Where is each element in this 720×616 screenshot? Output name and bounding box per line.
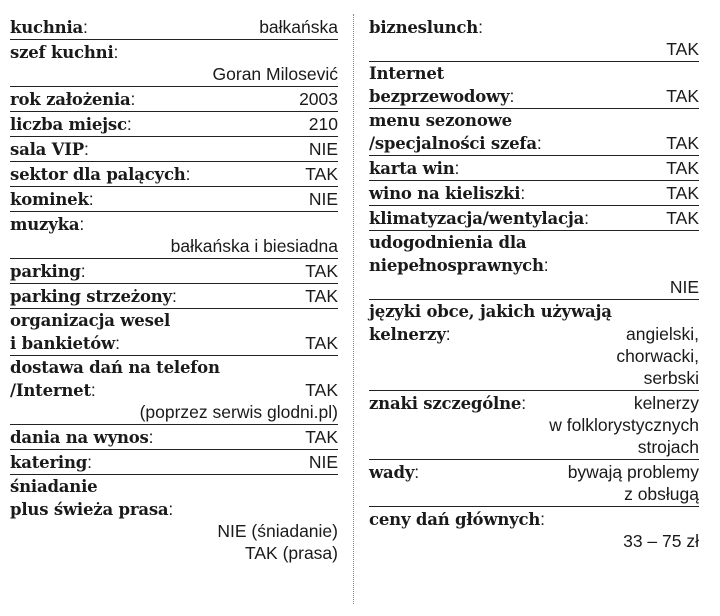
entry-main-line [10,332,338,354]
entry-value: TAK [305,333,338,353]
colon: : [543,255,549,275]
entry-key-text: bezprzewodowy [369,87,510,106]
entry-key [369,157,459,180]
entry-key-line: menu sezonowe [369,111,512,130]
entry-value: TAK [666,133,699,153]
entry-key [10,188,93,211]
entry-value-line: NIE (śniadanie) [217,521,338,541]
colon: : [520,183,526,203]
entry-value: TAK [666,208,699,228]
entry-key-text: parking [10,262,81,281]
colon: : [115,333,120,353]
entry-value: TAK [666,86,699,106]
entry-value-line: (poprzez serwis glodni.pl) [139,402,338,422]
colon: : [509,86,515,106]
entry-kelnerzy [369,301,699,391]
entry-muzyka [10,213,338,259]
entry-main-line [369,16,699,38]
entry-key [10,332,120,355]
entry-kominek [10,188,338,212]
entry-i-bankietow [10,310,338,356]
entry-value: 210 [308,114,338,134]
entry-key-text: bizneslunch [369,18,479,37]
entry-value-line: chorwacki, [616,346,699,366]
entry-key-text: kominek [10,190,89,209]
entry-bezprzewodowy [369,63,699,109]
entry-key [10,426,153,449]
entry-specjalnosci-szefa [369,110,699,156]
entry-key [369,392,526,415]
entry-parking [10,260,338,284]
entry-key-line: organizacja wesel [10,311,171,330]
entry-main-line [10,213,338,235]
entry-key-text: szef kuchni [10,43,114,62]
colon: : [90,380,96,400]
entry-key [10,163,190,186]
colon: : [84,139,89,159]
entry-key [10,379,96,402]
colon: : [521,393,526,413]
entry-key-line: Internet [369,64,445,83]
colon: : [113,42,119,62]
entry-key-line: śniadanie [10,477,98,496]
entry-value-line: strojach [637,437,699,457]
colon: : [88,189,94,209]
entry-value: TAK [666,158,699,178]
entry-key [10,451,92,474]
entry-main-line [10,260,338,282]
entry-key [369,508,545,531]
entry-kuchnia [10,16,338,40]
entry-value-line: NIE [669,277,699,297]
right-column [369,16,699,554]
column-divider [353,14,354,604]
entry-key-text: kelnerzy [369,325,446,344]
entry-key-text: sala VIP [10,140,85,159]
entry-value: TAK [305,380,338,400]
colon: : [478,17,483,37]
entry-key [10,285,177,308]
entry-key [369,85,514,108]
entry-value: 2003 [299,89,338,109]
entry-value: TAK [305,427,338,447]
entry-wady [369,461,699,507]
entry-main-line [10,426,338,448]
entry-value-line: Goran Milosević [212,64,338,84]
entry-main-line [10,41,338,63]
colon: : [83,17,88,37]
colon: : [454,158,460,178]
entry-key-text: wady [369,463,415,482]
entry-main-line [369,508,699,530]
entry-klimatyzacja-wentylacja [369,207,699,231]
entry-key-line: dostawa dań na telefon [10,358,220,377]
colon: : [445,324,451,344]
entry-key-text: liczba miejsc [10,115,127,134]
entry-key-text: klimatyzacja/wentylacja [369,209,585,228]
entry-key [369,182,525,205]
entry-key [369,207,589,230]
entry-value-line: TAK [666,39,699,59]
entry-value: TAK [666,183,699,203]
entry-plus-swieza-prasa [10,476,338,565]
entry-key-text: sektor dla palących [10,165,186,184]
colon: : [79,214,85,234]
entry-main-line [10,16,338,38]
colon: : [536,133,542,153]
entry-main-line [369,157,699,179]
entry-value-line: z obsługą [624,484,699,504]
entry-key [10,138,89,161]
entry-value-line: TAK (prasa) [244,543,338,563]
entry-key-text: wino na kieliszki [369,184,521,203]
entry-key-line: języki obce, jakich używają [369,302,612,321]
entry-value-line: bałkańska i biesiadna [170,236,338,256]
entry-key [10,213,84,236]
entry-key-text: muzyka [10,215,80,234]
colon: : [185,164,191,184]
entry-main-line [10,188,338,210]
entry-key-text: karta win [369,159,455,178]
entry-main-line [10,138,338,160]
entry-key [10,498,173,521]
entry-value: TAK [305,286,338,306]
entry-key-text: znaki szczególne [369,394,522,413]
entry-value: bałkańska [259,17,338,37]
entry-value: TAK [305,261,338,281]
entry-key [10,16,88,39]
colon: : [168,499,174,519]
entry-key-text: i bankietów [10,334,116,353]
entry-katering [10,451,338,475]
colon: : [130,89,136,109]
entry-znaki-szczegolne [369,392,699,460]
entry-value: NIE [308,189,338,209]
entry-value: kelnerzy [633,393,699,413]
entry-key [10,41,118,64]
entry-main-line [10,498,338,520]
entry-key [10,113,132,136]
entry-main-line [10,285,338,307]
entry-main-line [369,392,699,414]
entry-key [369,254,548,277]
entry-parking-strzezony [10,285,338,309]
colon: : [171,286,177,306]
entry-main-line [10,113,338,135]
entry-bizneslunch [369,16,699,62]
colon: : [584,208,589,228]
colon: : [540,509,545,529]
entry-key-text: kuchnia [10,18,84,37]
entry-main-line [369,461,699,483]
entry-key-text: rok założenia [10,90,131,109]
entry-rok-zalozenia [10,88,338,112]
entry-key-text: parking strzeżony [10,287,172,306]
entry-internet [10,357,338,425]
entry-dania-na-wynos [10,426,338,450]
entry-key-text: plus świeża prasa [10,500,169,519]
left-column [10,16,338,566]
entry-value: NIE [308,139,338,159]
entry-value-line: w folklorystycznych [549,415,699,435]
entry-value: TAK [305,164,338,184]
entry-main-line [369,207,699,229]
entry-main-line [369,85,699,107]
entry-key [369,323,450,346]
colon: : [126,114,132,134]
entry-key [369,461,419,484]
colon: : [148,427,154,447]
entry-main-line [369,323,699,345]
entry-key-line: udogodnienia dla [369,233,527,252]
entry-niepelnosprawnych [369,232,699,300]
entry-wino-na-kieliszki [369,182,699,206]
entry-key-text: ceny dań głównych [369,510,541,529]
entry-ceny-dan-glownych [369,508,699,553]
entry-main-line [10,88,338,110]
entry-value-line: serbski [643,368,699,388]
entry-key-text: niepełnosprawnych [369,256,544,275]
entry-key-text: /specjalności szefa [369,134,537,153]
entry-szef-kuchni [10,41,338,87]
colon: : [80,261,86,281]
entry-key [10,88,135,111]
entry-main-line [369,254,699,276]
colon: : [414,462,419,482]
entry-key-text: /Internet [10,381,91,400]
entry-main-line [10,379,338,401]
entry-sektor-dla-palacych [10,163,338,187]
entry-main-line [369,132,699,154]
entry-sala-vip [10,138,338,162]
entry-main-line [10,451,338,473]
entry-key [10,260,85,283]
entry-liczba-miejsc [10,113,338,137]
entry-karta-win [369,157,699,181]
entry-main-line [10,163,338,185]
entry-value: bywają problemy [567,462,699,482]
colon: : [87,452,92,472]
entry-key [369,132,542,155]
entry-key [369,16,483,39]
entry-main-line [369,182,699,204]
entry-key-text: dania na wynos [10,428,149,447]
entry-value: NIE [308,452,338,472]
entry-value-line: 33 – 75 zł [623,531,699,551]
entry-value: angielski, [626,324,699,344]
entry-key-text: katering [10,453,88,472]
